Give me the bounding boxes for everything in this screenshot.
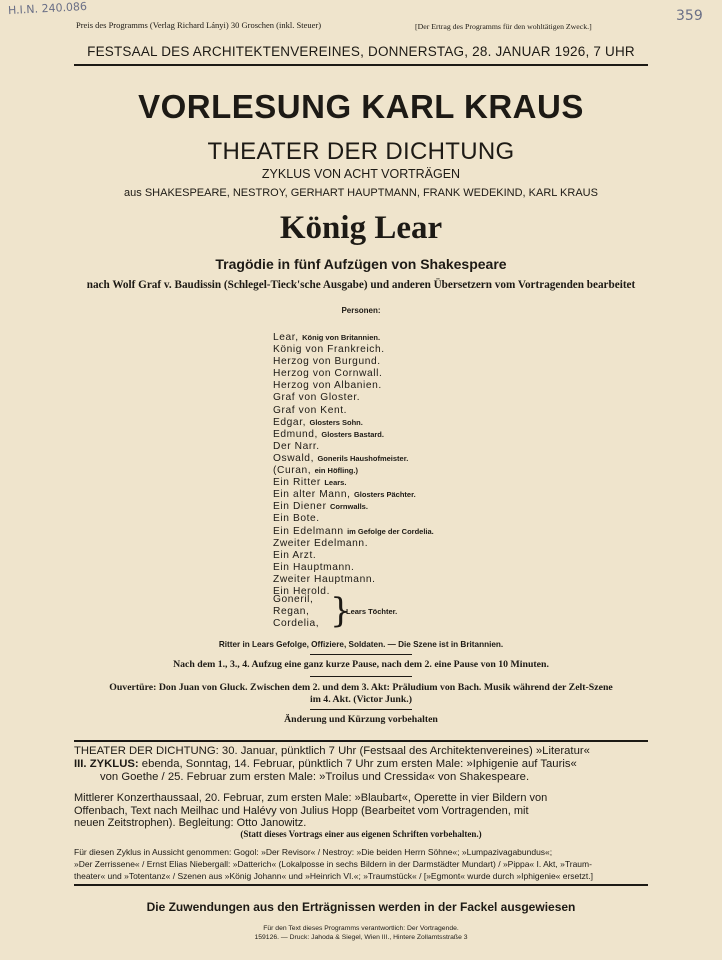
role-name: König von Frankreich. <box>273 344 385 356</box>
section-rule <box>74 740 648 742</box>
play-title: König Lear <box>279 210 443 246</box>
daughter-name: Cordelia, <box>273 618 320 630</box>
blaubart-reservation: (Statt dieses Vortrags einer aus eigenen Schriften vorbehalten.) <box>240 829 482 839</box>
role-description: Glosters Pächter. <box>353 490 416 500</box>
cast-role <box>273 513 434 525</box>
play-subtitle: Tragödie in fünf Aufzügen von Shakespeare <box>215 256 507 272</box>
cast-role <box>273 550 434 562</box>
changes-note: Änderung und Kürzung vorbehalten <box>284 714 438 725</box>
daughters-list <box>273 594 319 630</box>
music-note: Ouvertüre: Don Juan von Gluck. Zwischen dem 2. und dem 3. Akt: Präludium von Bach. Musik während der Zelt-Szene <box>109 682 613 693</box>
short-rule <box>310 709 412 710</box>
authors-line: aus SHAKESPEARE, NESTROY, GERHART HAUPTMANN, FRANK WEDEKIND, KARL KRAUS <box>124 187 598 199</box>
role-name: (Curan, <box>273 465 312 477</box>
role-name: Ein Edelmann <box>273 525 344 537</box>
daughter-name: Goneril, <box>273 594 314 605</box>
cycle-subtitle: ZYKLUS VON ACHT VORTRÄGEN <box>261 167 461 181</box>
translation-note: nach Wolf Graf v. Baudissin (Schlegel-Tieck'sche Ausgabe) und anderen Übersetzern vom Vortragenden bearbeitet <box>86 279 636 291</box>
role-name: Graf von Kent. <box>273 404 348 416</box>
role-name: Ein Herold. <box>273 585 330 597</box>
role-name: Ein Ritter <box>273 477 321 489</box>
credit-line: Für den Text dieses Programms verantwortlich: Der Vortragende. <box>263 925 459 932</box>
cast-role <box>273 344 434 356</box>
role-name: Zweiter Hauptmann. <box>273 573 376 585</box>
role-name: Ein Bote. <box>273 513 320 525</box>
announcement-line: »Der Zerrissene« / Ernst Elias Niebergall: »Datterich« (Lokalposse in sechs Bildern in der Darmstädter Mundart) / »Pippa« I. Akt, »Traum- <box>74 859 592 869</box>
cast-role <box>273 368 434 380</box>
cast-role <box>273 417 434 429</box>
cast-role <box>273 465 434 477</box>
role-name: Der Narr. <box>273 440 320 452</box>
charity-note: [Der Ertrag des Programms für den wohltätigen Zweck.] <box>415 22 592 31</box>
role-description: König von Britannien. <box>302 333 381 342</box>
cast-role <box>273 405 434 417</box>
short-rule <box>310 654 412 655</box>
cast-role <box>273 453 434 465</box>
announcement-text: ebenda, Sonntag, 14. Februar, pünktlich 7 Uhr zum ersten Male: »Iphigenie auf Tauris« <box>141 758 577 770</box>
announcement-line: neuen Zeitstrophen). Begleitung: Otto Janowitz. <box>74 817 307 829</box>
daughters-brace: } <box>330 591 352 631</box>
cast-list <box>273 332 434 598</box>
role-description: Gonerils Haushofmeister. <box>317 453 409 463</box>
role-name: Ein alter Mann, <box>273 489 351 501</box>
announcement-zyklus <box>74 758 648 771</box>
role-description: Cornwalls. <box>330 502 368 512</box>
role-name: Ein Hauptmann. <box>273 561 355 573</box>
price-note: Preis des Programms (Verlag Richard Lányi) 30 Groschen (inkl. Steuer) <box>76 20 322 30</box>
footer-rule <box>74 884 648 886</box>
venue-date-line: FESTSAAL DES ARCHITEKTENVEREINES, DONNERSTAG, 28. JANUAR 1926, 7 UHR <box>87 44 635 59</box>
role-description: ein Höfling.) <box>314 466 358 476</box>
cast-role <box>273 441 434 453</box>
series-title: THEATER DER DICHTUNG <box>207 138 515 165</box>
cast-role <box>273 526 434 538</box>
cast-heading: Personen: <box>341 306 381 315</box>
role-name: Edmund, <box>273 428 318 440</box>
pause-note: Nach dem 1., 3., 4. Aufzug eine ganz kurze Pause, nach dem 2. eine Pause von 10 Minuten. <box>173 659 549 670</box>
role-description: Glosters Bastard. <box>321 429 384 439</box>
announcement-heading: THEATER DER DICHTUNG: <box>74 745 219 757</box>
cast-role <box>273 574 434 586</box>
cast-role <box>273 538 434 550</box>
announcement-line: Offenbach, Text nach Meilhac und Halévy von Julius Hopp (Bearbeitet vom Vortragenden, mit <box>74 804 529 817</box>
cast-role <box>273 392 434 404</box>
cast-role <box>273 356 434 368</box>
role-name: Lear, <box>273 332 299 343</box>
role-description: Glosters Sohn. <box>309 417 363 427</box>
role-name: Edgar, <box>273 416 307 428</box>
page-number-handwriting: 359 <box>676 8 703 24</box>
cast-role <box>273 380 434 392</box>
role-description: im Gefolge der Cordelia. <box>347 526 434 536</box>
role-name: Zweiter Edelmann. <box>273 537 369 549</box>
cast-role <box>273 489 434 501</box>
role-name: Herzog von Burgund. <box>273 356 381 368</box>
fackel-note: Die Zuwendungen aus den Erträgnissen werden in der Fackel ausgewiesen <box>146 900 576 914</box>
role-name: Ein Diener <box>273 501 327 513</box>
announcement-line: Für diesen Zyklus in Aussicht genommen: Gogol: »Der Revisor« / Nestroy: »Die beiden Herrn Söhne«; »Lumpazivagabundus«; <box>74 847 553 857</box>
cast-role <box>273 477 434 489</box>
cast-role <box>273 501 434 513</box>
announcement-literatur <box>74 745 648 758</box>
announcement-line: Mittlerer Konzerthaussaal, 20. Februar, zum ersten Male: »Blaubart«, Operette in vier Bildern von <box>74 792 548 804</box>
header-rule <box>74 64 648 66</box>
extras-line: Ritter in Lears Gefolge, Offiziere, Soldaten. — Die Szene ist in Britannien. <box>218 640 504 649</box>
printer-line: 159126. — Druck: Jahoda & Siegel, Wien III., Hintere Zollamtsstraße 3 <box>254 934 468 941</box>
role-name: Herzog von Albanien. <box>273 380 382 392</box>
role-name: Herzog von Cornwall. <box>273 368 383 380</box>
announcement-heading: III. ZYKLUS: <box>74 758 139 770</box>
announcement-blaubart <box>74 792 648 830</box>
daughter-name: Regan, <box>273 606 310 618</box>
event-title: VORLESUNG KARL KRAUS <box>138 88 584 125</box>
cast-role <box>273 429 434 441</box>
cast-role <box>273 332 434 344</box>
role-description: Lears. <box>324 478 347 488</box>
short-rule <box>310 676 412 677</box>
role-name: Oswald, <box>273 452 315 464</box>
role-name: Ein Arzt. <box>273 549 317 561</box>
announcement-line: theater« und »Totentanz« / Szenen aus »König Johann« und »Heinrich VI.«; »Traumstück« / [»Egmont« wurde durch »Iphigenie« ersetzt.] <box>74 871 593 881</box>
role-name: Graf von Gloster. <box>273 392 361 404</box>
archive-id-handwriting: H.I.N. 240.086 <box>7 0 88 18</box>
planned-works <box>74 846 654 882</box>
announcement-text: 30. Januar, pünktlich 7 Uhr (Festsaal des Architektenvereines) »Literatur« <box>221 745 590 757</box>
music-note-cont: im 4. Akt. (Victor Junk.) <box>309 694 413 705</box>
announcement-zyklus-cont: von Goethe / 25. Februar zum ersten Male: »Troilus und Cressida« von Shakespeare. <box>100 771 530 783</box>
daughters-label: Lears Töchter. <box>346 607 398 616</box>
cast-role <box>273 562 434 574</box>
